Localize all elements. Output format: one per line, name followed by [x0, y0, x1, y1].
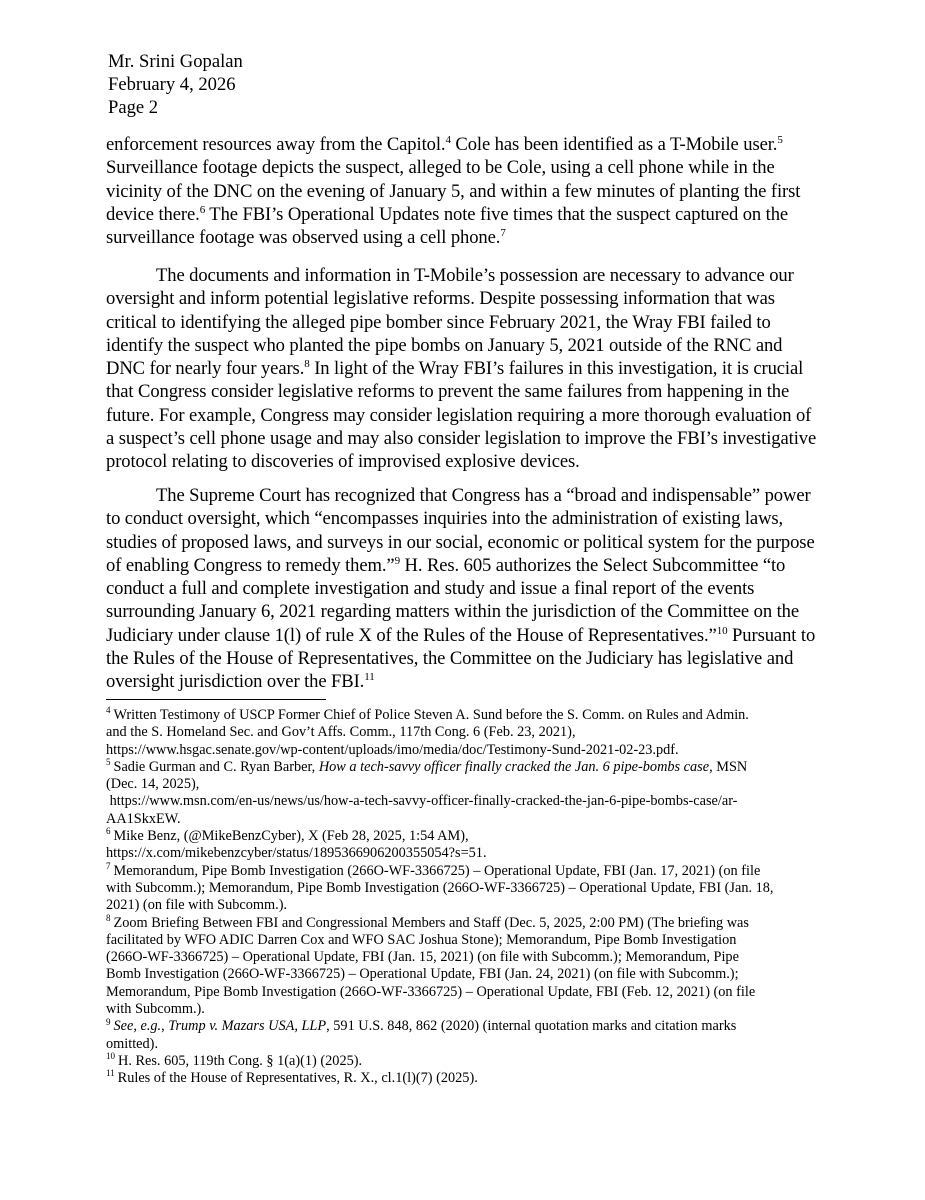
fn8-line-5: Memorandum, Pipe Bomb Investigation (266O-WF-3366725) – Operational Update, FBI (Feb. 12, 2021) (on file: [106, 983, 756, 1000]
fn10-line-1: [106, 1053, 826, 1070]
p3-line-3: studies of proposed laws, and surveys in our social, economic or political system for the purpose: [106, 531, 815, 553]
p2-line-5: [106, 357, 818, 380]
footnote-divider: [106, 699, 326, 700]
footnote-8: [106, 912, 826, 1019]
footnote-6: [106, 828, 826, 863]
fn8-line-1: [106, 912, 826, 932]
footnote-4: [106, 707, 826, 759]
footnote-ref-9[interactable]: 9: [394, 554, 400, 567]
p2-line-3: critical to identifying the alleged pipe bomber since February 2021, the Wray FBI failed to: [106, 311, 771, 333]
fn9-line-1: [106, 1018, 826, 1035]
p3-line-9: [106, 670, 818, 693]
fn11-line-1: [106, 1070, 826, 1087]
footnote-number: 6: [106, 826, 111, 837]
fn-text: Rules of the House of Representatives, R. X., cl.1(l)(7) (2025).: [117, 1070, 478, 1087]
fn5-link-end[interactable]: AA1SkxEW.: [106, 810, 181, 827]
fn-text: H. Res. 605, 119th Cong. § 1(a)(1) (2025).: [118, 1052, 363, 1069]
footnote-ref-8[interactable]: 8: [304, 358, 310, 370]
fn6-link[interactable]: https://x.com/mikebenzcyber/status/1895366906200355054?s=51.: [106, 845, 487, 862]
footnote-7: [106, 860, 826, 915]
p2-text: DNC for nearly four years.: [106, 358, 305, 380]
p2-line-6: that Congress consider legislative reforms to prevent the same failures from happening in the: [106, 381, 790, 403]
fn4-link[interactable]: https://www.hsgac.senate.gov/wp-content/uploads/imo/media/doc/Testimony-Sund-2021-02-23.pdf.: [106, 741, 679, 758]
footnote-10: [106, 1053, 826, 1070]
fn-text: Sadie Gurman and C. Ryan Barber,: [113, 758, 319, 775]
fn-text: ,: [161, 1018, 169, 1035]
fn-text: Mike Benz, (@MikeBenzCyber), X (Feb 28, 2025, 1:54 AM),: [113, 828, 469, 845]
footnote-ref-7[interactable]: 7: [500, 227, 506, 239]
page-number: Page 2: [108, 97, 159, 118]
p3-line-2: to conduct oversight, which “encompasses inquiries into the administration of existing laws,: [106, 508, 784, 530]
fn4-line-1: [106, 707, 826, 724]
fn5-link[interactable]: https://www.msn.com/en-us/news/us/how-a-tech-savvy-officer-finally-cracked-the-jan-6-pipe-bombs-case/ar-: [106, 793, 738, 810]
footnote-number: 9: [106, 1016, 111, 1027]
p1-text: device there.: [106, 203, 200, 225]
p3-line-8: the Rules of the House of Representatives, the Committee on the Judiciary has legislative and: [106, 648, 794, 670]
p1-text: surveillance footage was observed using a cell phone.: [106, 227, 501, 249]
p3-line-7: [106, 624, 818, 647]
p3-text: oversight jurisdiction over the FBI.: [106, 671, 365, 693]
fn-text: Zoom Briefing Between FBI and Congressional Members and Staff (Dec. 5, 2025, 2:00 PM) (The briefing was: [113, 914, 749, 931]
p2-line-2: oversight and inform potential legislative reforms. Despite possessing information that was: [106, 288, 775, 310]
p1-text: enforcement resources away from the Capitol.: [106, 134, 446, 155]
letter-date: February 4, 2026: [108, 74, 236, 95]
footnote-9: [106, 1018, 826, 1053]
signal-phrase: See, e.g.: [113, 1018, 162, 1035]
fn4-line-2: and the S. Homeland Sec. and Gov’t Affs. Comm., 117th Cong. 6 (Feb. 23, 2021),: [106, 724, 576, 741]
p2-text: In light of the Wray FBI’s failures in this investigation, it is crucial: [309, 358, 804, 380]
p3-line-4: [106, 554, 818, 577]
p1-text: Cole has been identified as a T-Mobile user.: [450, 134, 778, 155]
fn8-line-4: Bomb Investigation (266O-WF-3366725) – Operational Update, FBI (Jan. 24, 2021) (on file with Subcomm.);: [106, 966, 739, 983]
p2-line-4: identify the suspect who planted the pipe bombs on January 5, 2021 outside of the RNC and: [106, 334, 783, 356]
p1-text: The FBI’s Operational Updates note five times that the suspect captured on the: [205, 203, 789, 225]
footnote-number: 5: [106, 757, 111, 768]
p1-line-4: [106, 203, 818, 226]
fn5-line-2: (Dec. 14, 2025),: [106, 776, 200, 793]
fn7-line-1: [106, 860, 826, 880]
fn-text: , 591 U.S. 848, 862 (2020) (internal quotation marks and citation marks: [326, 1018, 737, 1035]
fn9-line-2: omitted).: [106, 1035, 159, 1052]
p3-text: H. Res. 605 authorizes the Select Subcommittee “to: [399, 554, 786, 576]
footnote-11: [106, 1070, 826, 1087]
footnote-number: 4: [106, 705, 111, 716]
fn5-line-1: [106, 759, 826, 776]
case-name: Trump v. Mazars USA, LLP: [168, 1018, 327, 1035]
fn7-line-3: 2021) (on file with Subcomm.).: [106, 897, 288, 914]
p3-text: Pursuant to: [727, 624, 816, 646]
p3-text: of enabling Congress to remedy them.”: [106, 554, 395, 576]
letter-header: [108, 50, 243, 119]
paragraph-2: [106, 264, 818, 474]
footnote-number: 8: [106, 912, 111, 923]
fn-text: , MSN: [709, 758, 748, 775]
fn-text: Memorandum, Pipe Bomb Investigation (266O-WF-3366725) – Operational Update, FBI (Jan. 17, 2021) (on file: [113, 862, 761, 879]
p3-line-5: conduct a full and complete investigation and study and issue a final report of the events: [106, 578, 755, 600]
fn8-line-2: facilitated by WFO ADIC Darren Cox and WFO SAC Joshua Stone); Memorandum, Pipe Bomb Investigation: [106, 931, 737, 948]
footnote-number: 10: [106, 1051, 115, 1062]
p1-line-2: Surveillance footage depicts the suspect, alleged to be Cole, using a cell phone while in the: [106, 157, 775, 179]
fn8-line-3: (266O-WF-3366725) – Operational Update, FBI (Jan. 15, 2021) (on file with Subcomm.); Memorandum, Pipe: [106, 949, 739, 966]
fn8-line-6: with Subcomm.).: [106, 1001, 205, 1018]
p1-line-3: vicinity of the DNC on the evening of January 5, and within a few minutes of planting the first: [106, 180, 801, 202]
p1-line-1: [106, 133, 818, 156]
footnote-ref-11[interactable]: 11: [364, 671, 375, 684]
paragraph-1: [106, 133, 818, 249]
fn6-line-1: [106, 828, 826, 845]
footnote-ref-5[interactable]: 5: [777, 133, 783, 146]
footnote-5: [106, 759, 826, 828]
p2-line-9: protocol relating to discoveries of improvised explosive devices.: [106, 451, 580, 473]
fn7-line-2: with Subcomm.); Memorandum, Pipe Bomb Investigation (266O-WF-3366725) – Operational Update, FBI (Jan. 18,: [106, 879, 774, 896]
footnote-ref-4[interactable]: 4: [445, 133, 451, 146]
p2-line-1: The documents and information in T-Mobile’s possession are necessary to advance our: [156, 265, 794, 286]
p2-line-8: a suspect’s cell phone usage and may also consider legislation to improve the FBI’s investigative: [106, 428, 817, 450]
footnotes-section: [106, 707, 826, 1088]
footnote-ref-10[interactable]: 10: [716, 624, 728, 637]
fn-text: Written Testimony of USCP Former Chief of Police Steven A. Sund before the S. Comm. on Rules and Admin.: [113, 707, 749, 723]
paragraph-3: [106, 484, 818, 694]
p2-line-7: future. For example, Congress may consider legislation requiring a more thorough evaluation of: [106, 404, 812, 426]
footnote-number: 11: [106, 1068, 115, 1079]
footnote-number: 7: [106, 860, 111, 871]
footnote-ref-6[interactable]: 6: [199, 203, 206, 216]
article-title: How a tech-savvy officer finally cracked the Jan. 6 pipe-bombs case: [318, 758, 710, 775]
p3-text: Judiciary under clause 1(l) of rule X of the Rules of the House of Representatives.”: [106, 624, 717, 646]
p1-line-5: [106, 226, 818, 249]
p3-line-6: surrounding January 6, 2021 regarding matters within the jurisdiction of the Committee on the: [106, 601, 799, 623]
p3-line-1: The Supreme Court has recognized that Congress has a “broad and indispensable” power: [156, 485, 811, 506]
recipient-name: Mr. Srini Gopalan: [108, 51, 243, 72]
